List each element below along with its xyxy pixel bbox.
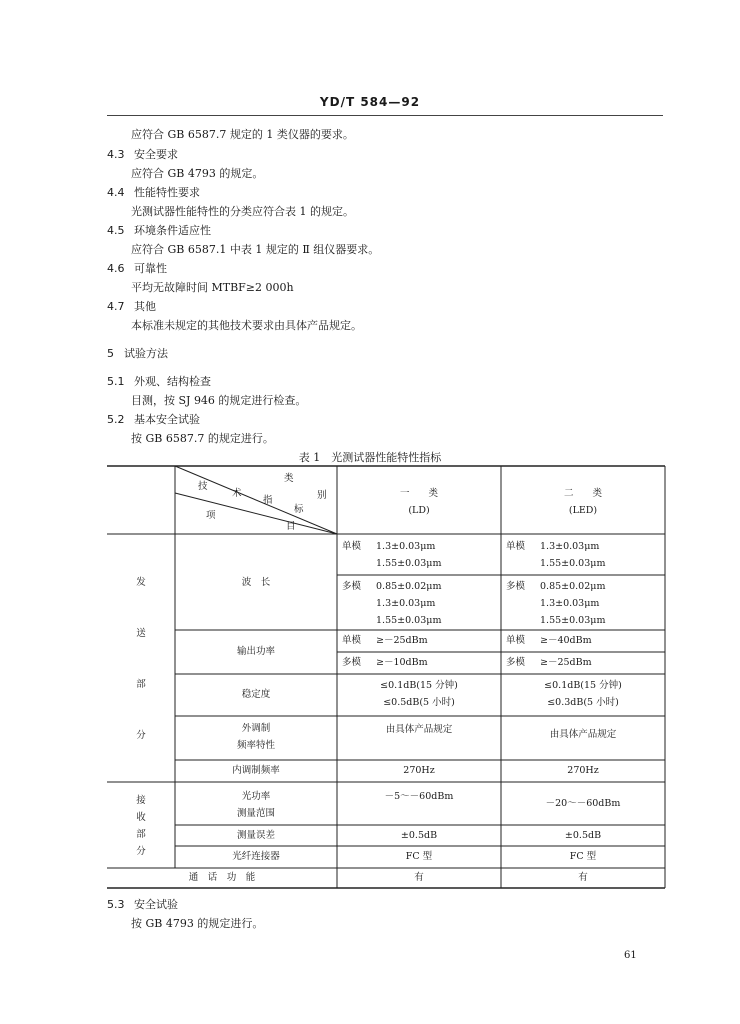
cell-value: ±0.5dB (400, 830, 438, 841)
mode-multi-label: 多模 (342, 657, 362, 668)
cell-value: 1.3±0.03μm (540, 541, 600, 552)
row-label-int-mod: 内调制频率 (232, 765, 280, 776)
row-label-ext-mod: 外调制 (241, 723, 271, 734)
paragraph-line: 光测试器性能特性的分类应符合表 1 的规定。 (131, 205, 354, 218)
mode-single-label: 单模 (342, 635, 362, 646)
clause-title: 性能特性要求 (134, 186, 200, 199)
cell-value: －20～－60dBm (545, 798, 621, 809)
cell-value: FC 型 (569, 851, 597, 862)
clause-number: 4.6 (107, 262, 125, 275)
group-recv-char: 分 (136, 846, 146, 857)
clause-title: 安全试验 (134, 898, 178, 911)
group-send-char: 发 (136, 577, 146, 588)
clause-number: 5.1 (107, 375, 125, 388)
paragraph-line: 应符合 GB 6587.7 规定的 1 类仪器的要求。 (131, 128, 354, 141)
cell-value: －5～－60dBm (384, 791, 454, 802)
diag-label-zhi: 指 (263, 495, 273, 506)
cell-value: ≥－25dBm (540, 657, 592, 668)
cell-value: 1.3±0.03μm (376, 541, 436, 552)
col2-header-title: 二 类 (563, 488, 602, 499)
diag-label-lei: 类 (284, 473, 294, 484)
cell-value: ≤0.1dB(15 分钟) (544, 680, 622, 691)
cell-value: 有 (414, 872, 424, 883)
section-number: 5 (107, 347, 114, 360)
cell-value: 1.55±0.03μm (376, 615, 442, 626)
row-label-stability: 稳定度 (241, 689, 271, 700)
clause-number: 4.3 (107, 148, 125, 161)
mode-multi-label: 多模 (342, 581, 362, 592)
document-header: YD/T 584—92 (319, 95, 421, 109)
row-label-output-power: 输出功率 (236, 646, 275, 657)
row-label-power-range: 测量范围 (236, 808, 275, 819)
clause-number: 4.5 (107, 224, 125, 237)
clause-title: 其他 (134, 300, 156, 313)
cell-value: 由具体产品规定 (549, 729, 617, 740)
mode-multi-label: 多模 (506, 657, 526, 668)
diag-label-mu: 目 (286, 521, 296, 532)
mode-single-label: 单模 (506, 635, 526, 646)
diag-label-biao: 标 (294, 504, 304, 515)
mode-multi-label: 多模 (506, 581, 526, 592)
row-label-comm: 通 话 功 能 (188, 872, 256, 883)
clause-title: 基本安全试验 (134, 413, 200, 426)
group-recv-char: 部 (136, 829, 146, 840)
diag-label-bie: 别 (317, 490, 327, 501)
paragraph-line: 按 GB 6587.7 的规定进行。 (131, 432, 274, 445)
clause-title: 环境条件适应性 (134, 224, 211, 237)
clause-number: 4.4 (107, 186, 125, 199)
col1-header-title: 一 类 (399, 488, 438, 499)
cell-value: ≥－25dBm (376, 635, 428, 646)
section-title: 试验方法 (124, 347, 168, 360)
clause-number: 4.7 (107, 300, 125, 313)
cell-value: 270Hz (567, 765, 599, 776)
cell-value: ±0.5dB (564, 830, 602, 841)
cell-value: 1.3±0.03μm (376, 598, 436, 609)
paragraph-line: 应符合 GB 4793 的规定。 (131, 167, 264, 180)
clause-title: 外观、结构检查 (134, 375, 211, 388)
group-recv-char: 收 (136, 812, 146, 823)
diag-label-shu: 术 (232, 488, 242, 499)
group-send-char: 送 (136, 628, 146, 639)
cell-value: ≥－40dBm (540, 635, 592, 646)
clause-number: 5.3 (107, 898, 125, 911)
cell-value: 1.3±0.03μm (540, 598, 600, 609)
row-label-wavelength: 波 长 (241, 577, 271, 588)
clause-title: 安全要求 (134, 148, 178, 161)
cell-value: 1.55±0.03μm (540, 558, 606, 569)
mode-single-label: 单模 (342, 541, 362, 552)
row-label-power-range: 光功率 (241, 791, 271, 802)
group-send-char: 部 (136, 679, 146, 690)
paragraph-line: 平均无故障时间 MTBF≥2 000h (131, 281, 294, 294)
cell-value: ≥－10dBm (376, 657, 428, 668)
cell-value: 0.85±0.02μm (540, 581, 606, 592)
paragraph-line: 按 GB 4793 的规定进行。 (131, 917, 264, 930)
paragraph-line: 目测，按 SJ 946 的规定进行检查。 (131, 394, 307, 407)
cell-value: ≤0.5dB(5 小时) (383, 697, 455, 708)
cell-value: ≤0.1dB(15 分钟) (380, 680, 458, 691)
cell-value: 有 (578, 872, 588, 883)
cell-value: 0.85±0.02μm (376, 581, 442, 592)
paragraph-line: 本标准未规定的其他技术要求由具体产品规定。 (131, 319, 362, 332)
diag-label-xiang: 项 (206, 510, 216, 521)
mode-single-label: 单模 (506, 541, 526, 552)
row-label-ext-mod: 频率特性 (236, 740, 275, 751)
col2-header-sub: (LED) (568, 505, 598, 516)
paragraph-line: 应符合 GB 6587.1 中表 1 规定的 Ⅱ 组仪器要求。 (131, 243, 380, 256)
clause-number: 5.2 (107, 413, 125, 426)
col1-header-sub: (LD) (408, 505, 430, 516)
cell-value: 由具体产品规定 (385, 724, 453, 735)
cell-value: FC 型 (405, 851, 433, 862)
row-label-meas-error: 测量误差 (236, 830, 275, 841)
table-caption: 表 1 光测试器性能特性指标 (298, 451, 442, 464)
group-recv-char: 接 (136, 795, 146, 806)
cell-value: 270Hz (403, 765, 435, 776)
group-send-char: 分 (136, 730, 146, 741)
row-label-connector: 光纤连接器 (232, 851, 280, 862)
diag-label-ji: 技 (198, 481, 208, 492)
page-number: 61 (624, 950, 637, 961)
cell-value: 1.55±0.03μm (540, 615, 606, 626)
cell-value: ≤0.3dB(5 小时) (547, 697, 619, 708)
cell-value: 1.55±0.03μm (376, 558, 442, 569)
clause-title: 可靠性 (134, 262, 167, 275)
